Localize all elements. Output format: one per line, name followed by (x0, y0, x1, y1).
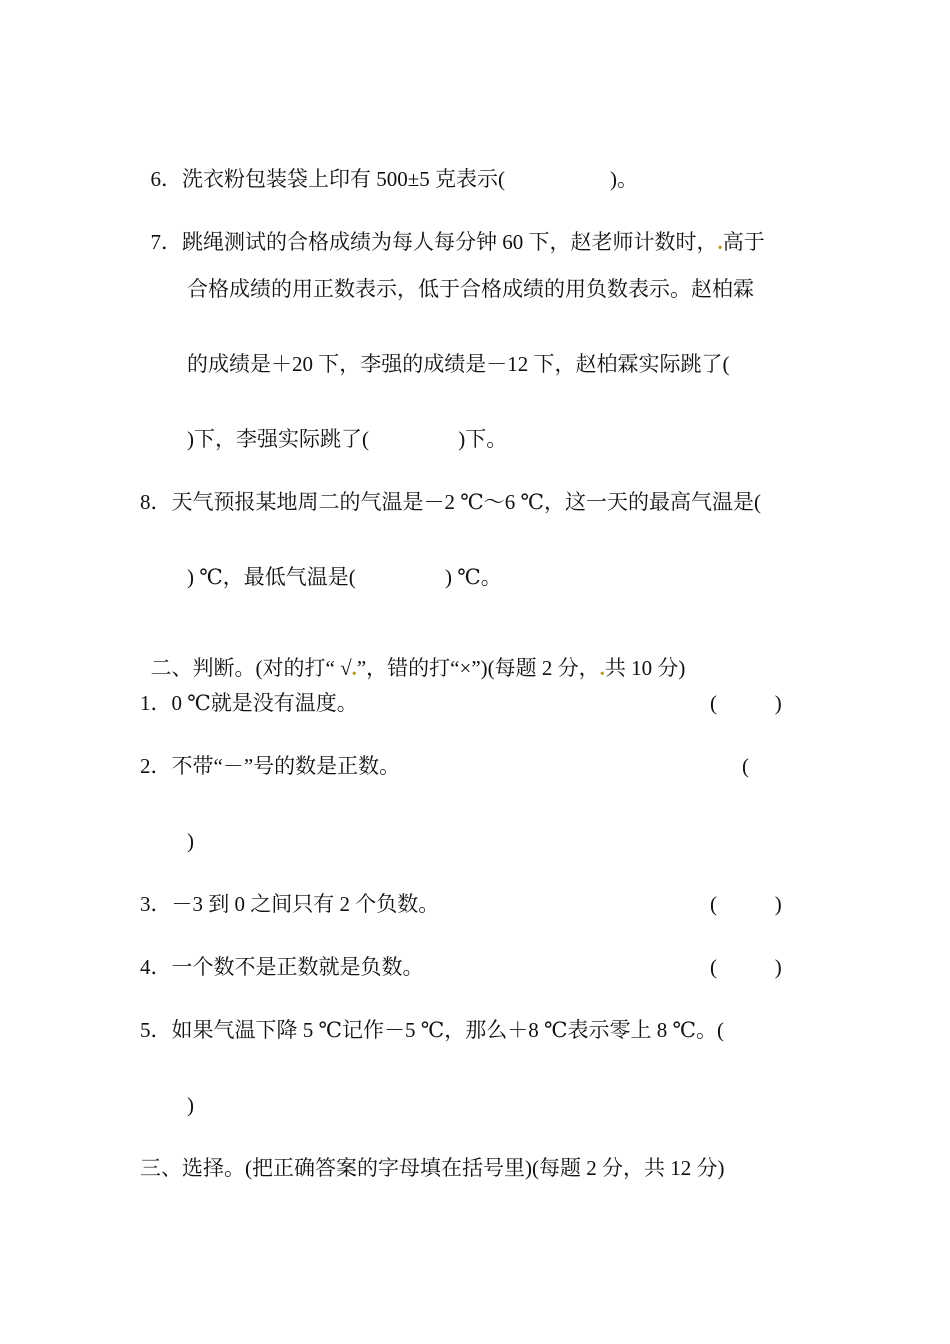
question-6-end: )。 (610, 167, 639, 191)
judgment-2-bracket[interactable]: ( (742, 754, 749, 778)
judgment-5-text: 5．如果气温下降 5 ℃记作－5 ℃，那么＋8 ℃表示零上 8 ℃。( (140, 1018, 724, 1042)
emphasis-dot: . (599, 656, 605, 680)
question-7-line-1 (140, 200, 765, 256)
question-7-text-cont: 高于 (722, 230, 765, 254)
section-3-heading: 三、选择。(把正确答案的字母填在括号里)(每题 2 分，共 12 分) (140, 1156, 725, 1180)
judgment-1-bracket[interactable]: ( ) (710, 691, 782, 715)
judgment-2-close: ) (187, 829, 194, 853)
question-8-line-2: ) ℃，最低气温是( ) ℃。 (187, 565, 502, 589)
judgment-3-text: 3．－3 到 0 之间只有 2 个负数。 (140, 892, 440, 916)
section-2-text-cont: ”，错的打“×”)(每题 2 分， (356, 656, 600, 680)
section-2-text-end: 共 10 分) (604, 656, 686, 680)
judgment-4-bracket[interactable]: ( ) (710, 955, 782, 979)
question-7-text: 7．跳绳测试的合格成绩为每人每分钟 60 下，赵老师计数时， (150, 230, 718, 254)
judgment-5-close: ) (187, 1093, 194, 1117)
emphasis-dot: . (717, 230, 723, 254)
emphasis-dot: . (351, 656, 357, 680)
judgment-3-bracket[interactable]: ( ) (710, 892, 782, 916)
section-2-heading (140, 626, 685, 682)
answer-blank[interactable] (505, 167, 610, 191)
question-6 (140, 137, 638, 193)
question-8-line-1: 8．天气预报某地周二的气温是－2 ℃～6 ℃，这一天的最高气温是( (140, 490, 761, 514)
judgment-4-text: 4．一个数不是正数就是负数。 (140, 955, 424, 979)
question-7-line-2: 合格成绩的用正数表示，低于合格成绩的用负数表示。赵柏霖 (187, 277, 754, 301)
section-2-text: 二、判断。(对的打“ √ (150, 656, 352, 680)
judgment-1-text: 1．0 ℃就是没有温度。 (140, 691, 358, 715)
question-6-text: 6．洗衣粉包装袋上印有 500±5 克表示( (150, 167, 506, 191)
question-7-line-4: )下，李强实际跳了( )下。 (187, 427, 508, 451)
judgment-2-text: 2．不带“－”号的数是正数。 (140, 754, 401, 778)
question-7-line-3: 的成绩是＋20 下，李强的成绩是－12 下，赵柏霖实际跳了( (187, 352, 730, 376)
